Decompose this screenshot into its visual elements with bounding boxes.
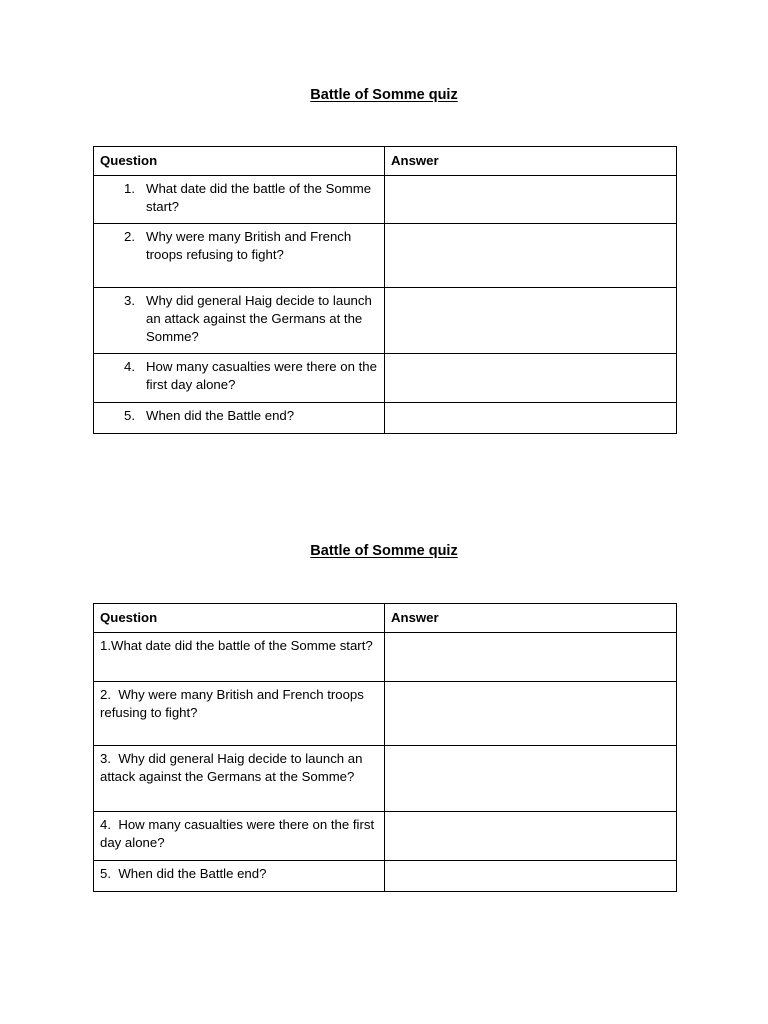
question-cell bbox=[94, 224, 385, 288]
table-row bbox=[94, 812, 677, 861]
question-cell bbox=[94, 403, 385, 434]
table-row bbox=[94, 633, 677, 682]
question-text: 3. Why did general Haig decide to launch an attack against the Germans at the Somme? bbox=[100, 751, 367, 784]
question-number: 4. bbox=[124, 359, 135, 374]
question-text: 5. When did the Battle end? bbox=[100, 866, 267, 881]
answer-cell[interactable] bbox=[385, 682, 677, 746]
answer-cell[interactable] bbox=[385, 354, 677, 403]
question-text: When did the Battle end? bbox=[146, 408, 295, 423]
quiz-1-table bbox=[93, 146, 677, 434]
table-row bbox=[94, 682, 677, 746]
question-cell bbox=[94, 354, 385, 403]
answer-header: Answer bbox=[385, 147, 677, 176]
answer-cell[interactable] bbox=[385, 288, 677, 354]
table-row bbox=[94, 746, 677, 812]
question-text: 2. Why were many British and French troops refusing to fight? bbox=[100, 687, 368, 720]
answer-cell[interactable] bbox=[385, 861, 677, 892]
question-cell bbox=[94, 176, 385, 224]
table-header-row bbox=[94, 604, 677, 633]
answer-cell[interactable] bbox=[385, 176, 677, 224]
table-row bbox=[94, 861, 677, 892]
question-cell bbox=[94, 861, 385, 892]
table-row bbox=[94, 288, 677, 354]
quiz-1-title: Battle of Somme quiz bbox=[310, 87, 458, 103]
question-cell bbox=[94, 746, 385, 812]
question-cell bbox=[94, 812, 385, 861]
question-number: 3. bbox=[124, 293, 135, 308]
answer-cell[interactable] bbox=[385, 224, 677, 288]
question-text: Why did general Haig decide to launch an attack against the Germans at the Somme? bbox=[146, 293, 372, 344]
answer-cell[interactable] bbox=[385, 633, 677, 682]
question-header: Question bbox=[94, 147, 385, 176]
table-row bbox=[94, 176, 677, 224]
answer-cell[interactable] bbox=[385, 812, 677, 861]
table-row bbox=[94, 354, 677, 403]
question-header: Question bbox=[94, 604, 385, 633]
quiz-2-title: Battle of Somme quiz bbox=[310, 543, 458, 559]
table-header-row bbox=[94, 147, 677, 176]
quiz-2-table bbox=[93, 603, 677, 892]
question-text: 1.What date did the battle of the Somme start? bbox=[100, 638, 373, 653]
question-text: How many casualties were there on the first day alone? bbox=[146, 359, 377, 392]
question-number: 2. bbox=[124, 229, 135, 244]
question-number: 1. bbox=[124, 181, 135, 196]
question-number: 5. bbox=[124, 408, 135, 423]
answer-cell[interactable] bbox=[385, 746, 677, 812]
question-text: 4. How many casualties were there on the first day alone? bbox=[100, 817, 378, 850]
question-text: Why were many British and French troops refusing to fight? bbox=[146, 229, 352, 262]
question-cell bbox=[94, 288, 385, 354]
answer-header: Answer bbox=[385, 604, 677, 633]
table-row bbox=[94, 224, 677, 288]
table-row bbox=[94, 403, 677, 434]
question-text: What date did the battle of the Somme start? bbox=[146, 181, 372, 214]
answer-cell[interactable] bbox=[385, 403, 677, 434]
question-cell bbox=[94, 682, 385, 746]
question-cell bbox=[94, 633, 385, 682]
